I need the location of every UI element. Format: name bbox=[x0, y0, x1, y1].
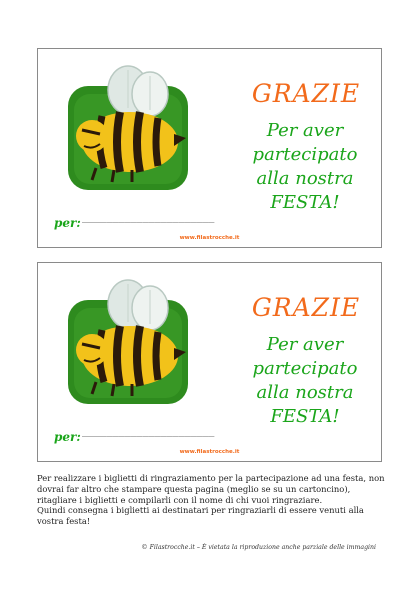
instructions-line: vostra festa! bbox=[37, 516, 91, 527]
instructions-line: Per realizzare i biglietti di ringraziamento per la partecipazione ad una festa, non bbox=[37, 473, 385, 483]
message-line: FESTA! bbox=[270, 192, 340, 213]
card-title: GRAZIE bbox=[251, 293, 361, 322]
name-blank-line: ______________________ bbox=[82, 212, 215, 223]
message-line: partecipato bbox=[252, 144, 358, 165]
message-line: Per aver bbox=[266, 334, 344, 355]
per-label: per: bbox=[54, 216, 81, 230]
message-line: partecipato bbox=[252, 358, 358, 379]
message-line: Per aver bbox=[266, 120, 344, 141]
copyright-notice: © Filastrocche.it – È vietata la riproduzione anche parziale delle immagini bbox=[141, 544, 376, 551]
thank-you-card bbox=[37, 262, 382, 462]
card-message bbox=[230, 333, 380, 429]
website-label: www.filastrocche.it bbox=[179, 449, 240, 455]
instructions-line: dovrai far altro che stampare questa pagina (meglio se su un cartoncino), bbox=[37, 483, 351, 494]
instructions-line: ritagliare i biglietti e compilarli con il nome di chi vuoi ringraziare. bbox=[37, 494, 323, 505]
message-line: FESTA! bbox=[270, 406, 340, 427]
instructions-text bbox=[37, 473, 387, 527]
card-title: GRAZIE bbox=[251, 79, 361, 108]
message-line: alla nostra bbox=[256, 168, 354, 189]
bee-icon bbox=[62, 64, 194, 196]
thank-you-card bbox=[37, 48, 382, 248]
card-message bbox=[230, 119, 380, 215]
bee-icon bbox=[62, 278, 194, 410]
message-line: alla nostra bbox=[256, 382, 354, 403]
instructions-line: Quindi consegna i biglietti ai destinatari per ringraziarli di essere venuti alla bbox=[37, 505, 364, 516]
website-label: www.filastrocche.it bbox=[179, 235, 240, 241]
per-label: per: bbox=[54, 430, 81, 444]
name-blank-line: ______________________ bbox=[82, 426, 215, 437]
